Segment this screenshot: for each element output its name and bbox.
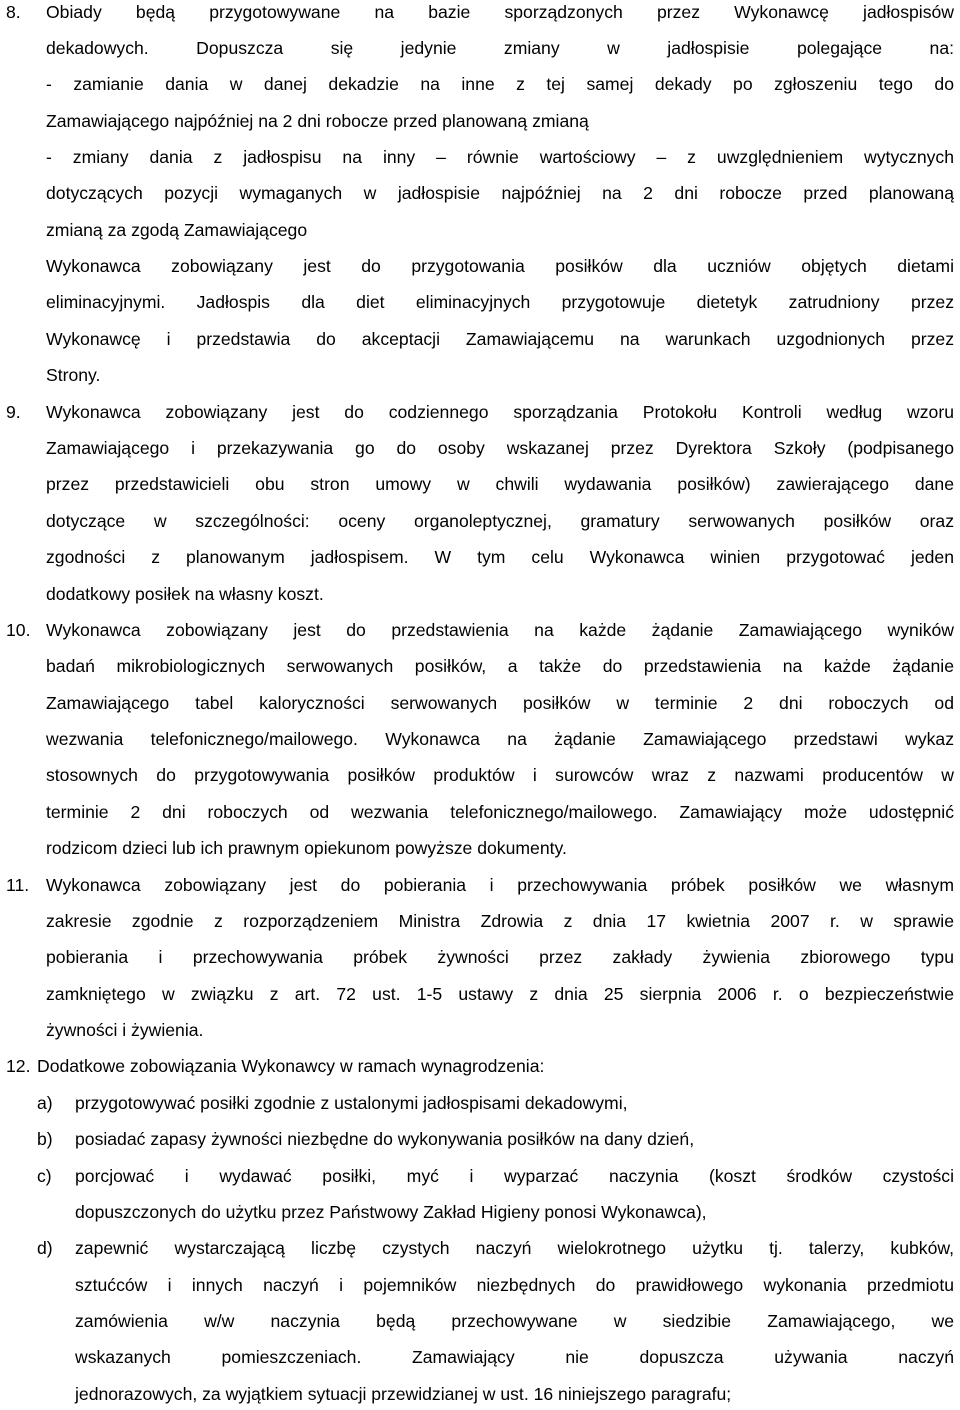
item-number: 10. (6, 620, 31, 640)
paragraph-line: eliminacyjnymi. Jadłospis dla diet eliminacyjnych przygotowuje dietetyk zatrudniony przez (46, 292, 954, 312)
paragraph-line: Zamawiającego najpóźniej na 2 dni robocze przed planowaną zmianą (46, 111, 589, 131)
paragraph-line: zapewnić wystarczającą liczbę czystych naczyń wielokrotnego użytku tj. talerzy, kubków, (75, 1238, 954, 1258)
item-number: 9. (6, 402, 21, 422)
paragraph-line: wezwania telefonicznego/mailowego. Wykonawca na żądanie Zamawiającego przedstawi wykaz (46, 729, 954, 749)
paragraph-line: stosownych do przygotowywania posiłków produktów i surowców wraz z nazwami producentów w (46, 765, 954, 785)
paragraph-line: Wykonawca zobowiązany jest do przygotowania posiłków dla uczniów objętych dietami (46, 256, 954, 276)
paragraph-line: terminie 2 dni roboczych od wezwania telefonicznego/mailowego. Zamawiający może udostępnić (46, 802, 954, 822)
paragraph-line: dotyczące w szczególności: oceny organoleptycznej, gramatury serwowanych posiłków oraz (46, 511, 954, 531)
paragraph-line: Wykonawca zobowiązany jest do codziennego sporządzania Protokołu Kontroli według wzoru (46, 402, 954, 422)
subitem-letter: a) (37, 1093, 53, 1113)
paragraph-line: porcjować i wydawać posiłki, myć i wyparzać naczynia (koszt środków czystości (75, 1166, 954, 1186)
paragraph-line: Wykonawca zobowiązany jest do pobierania i przechowywania próbek posiłków we własnym (46, 875, 954, 895)
paragraph-line: Zamawiającego tabel kaloryczności serwowanych posiłków w terminie 2 dni roboczych od (46, 693, 954, 713)
paragraph-line: Dodatkowe zobowiązania Wykonawcy w ramach wynagrodzenia: (37, 1056, 545, 1076)
paragraph-line: przez przedstawicieli obu stron umowy w chwili wydawania posiłków) zawierającego dane (46, 474, 954, 494)
paragraph-line: zmianą za zgodą Zamawiającego (46, 220, 308, 240)
paragraph-line: dodatkowy posiłek na własny koszt. (46, 584, 324, 604)
paragraph-line: jednorazowych, za wyjątkiem sytuacji przewidzianej w ust. 16 niniejszego paragrafu; (75, 1384, 732, 1404)
paragraph-line: zamkniętego w związku z art. 72 ust. 1-5 ustawy z dnia 25 sierpnia 2006 r. o bezpieczeństwie (46, 984, 954, 1004)
paragraph-line: - zmiany dania z jadłospisu na inny – równie wartościowy – z uwzględnieniem wytycznych (46, 147, 954, 167)
paragraph-line: dopuszczonych do użytku przez Państwowy Zakład Higieny ponosi Wykonawca), (75, 1202, 707, 1222)
paragraph-line: posiadać zapasy żywności niezbędne do wykonywania posiłków na dany dzień, (75, 1129, 695, 1149)
paragraph-line: badań mikrobiologicznych serwowanych posiłków, a także do przedstawienia na każde żądanie (46, 656, 954, 676)
subitem-letter: c) (37, 1166, 52, 1186)
paragraph-line: żywności i żywienia. (46, 1020, 204, 1040)
paragraph-line: pobierania i przechowywania próbek żywności przez zakłady żywienia zbiorowego typu (46, 947, 954, 967)
paragraph-line: dekadowych. Dopuszcza się jedynie zmiany w jadłospisie polegające na: (46, 38, 954, 58)
paragraph-line: - zamianie dania w danej dekadzie na inne z tej samej dekady po zgłoszeniu tego do (46, 74, 954, 94)
paragraph-line: rodzicom dzieci lub ich prawnym opiekunom powyższe dokumenty. (46, 838, 567, 858)
paragraph-line: sztućców i innych naczyń i pojemników niezbędnych do prawidłowego wykonania przedmiotu (75, 1275, 954, 1295)
paragraph-line: Zamawiającego i przekazywania go do osoby wskazanej przez Dyrektora Szkoły (podpisanego (46, 438, 954, 458)
paragraph-line: wskazanych pomieszczeniach. Zamawiający nie dopuszcza używania naczyń (75, 1347, 954, 1367)
item-number: 8. (6, 2, 21, 22)
item-number: 11. (6, 875, 30, 895)
paragraph-line: przygotowywać posiłki zgodnie z ustalonymi jadłospisami dekadowymi, (75, 1093, 628, 1113)
subitem-letter: d) (37, 1238, 53, 1258)
paragraph-line: Wykonawca zobowiązany jest do przedstawienia na każde żądanie Zamawiającego wyników (46, 620, 954, 640)
item-number: 12. (6, 1056, 31, 1076)
paragraph-line: zamówienia w/w naczynia będą przechowywane w siedzibie Zamawiającego, we (75, 1311, 954, 1331)
paragraph-line: Wykonawcę i przedstawia do akceptacji Zamawiającemu na warunkach uzgodnionych przez (46, 329, 954, 349)
paragraph-line: Strony. (46, 365, 101, 385)
paragraph-line: zgodności z planowanym jadłospisem. W tym celu Wykonawca winien przygotować jeden (46, 547, 954, 567)
paragraph-line: Obiady będą przygotowywane na bazie sporządzonych przez Wykonawcę jadłospisów (46, 2, 954, 22)
paragraph-line: zakresie zgodnie z rozporządzeniem Ministra Zdrowia z dnia 17 kwietnia 2007 r. w sprawie (46, 911, 954, 931)
subitem-letter: b) (37, 1129, 53, 1149)
paragraph-line: dotyczących pozycji wymaganych w jadłospisie najpóźniej na 2 dni robocze przed planowaną (46, 183, 954, 203)
